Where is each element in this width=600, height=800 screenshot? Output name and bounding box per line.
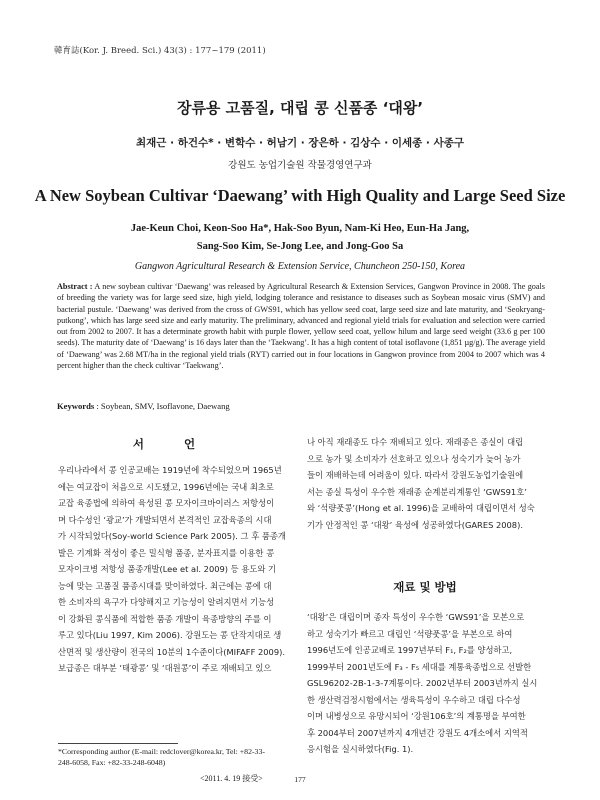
text-line: 후 2004부터 2007년까지 4개년간 강원도 4개소에서 지역적 — [307, 727, 528, 738]
text-line: 와 ‘석량풋콩’(Hong et al. 1996)을 교배하여 대립이면서 성숙 — [307, 503, 535, 513]
text-line: 으로 농가 및 소비자가 선호하고 있으나 성숙기가 늦어 농가 — [307, 453, 521, 464]
abstract — [57, 281, 545, 371]
text-line: 며 다수성인 ‘광교’가 개발되면서 본격적인 교잡육종의 시대 — [58, 514, 272, 525]
text-line: 교잡 육종법에 의하여 육성된 콩 모자이크바이러스 저항성이 — [58, 498, 275, 508]
english-authors-line-1: Jae-Keun Choi, Keon-Soo Ha*, Hak-Soo Byun, Nam-Ki Heo, Eun-Ha Jang, — [130, 223, 470, 234]
keywords-label: Keywords — [57, 401, 95, 411]
text-line: 이 강화된 콩식품에 적합한 품종 개발이 육종방향의 주를 이 — [58, 613, 272, 624]
text-line: GSL96202-2B-1-3-7계통이다. 2002년부터 2003년까지 실시 — [307, 678, 538, 688]
english-title: A New Soybean Cultivar ‘Daewang’ with High Quality and Large Seed Size — [34, 186, 566, 205]
text-line: 산면적 및 생산량이 전국의 10분의 1수준이다(MIFAFF 2009). — [58, 646, 285, 657]
methods-heading: 재료 및 방법 — [393, 580, 457, 594]
methods-body — [307, 609, 543, 758]
footnote-line-1: *Corresponding author (E-mail: redclover@korea.kr, Tel: +82-33- — [58, 747, 265, 756]
footnote-divider — [58, 743, 178, 744]
text-line: 에는 여교잡이 처음으로 시도됐고, 1996년에는 국내 최초로 — [58, 481, 274, 492]
intro-continued-body — [307, 434, 543, 533]
text-line: 들이 재배하는데 어려움이 있다. 따라서 강원도농업기술원에 — [307, 470, 524, 480]
text-line: 한 생산력검정시험에서는 생육특성이 우수하고 대립 다수성 — [307, 694, 521, 705]
english-affiliation: Gangwon Agricultural Research & Extension Service, Chuncheon 250-150, Korea — [134, 261, 466, 272]
text-line: 서는 종실 특성이 우수한 재래종 순계분리계통인 ‘GWS91호’ — [307, 486, 527, 497]
text-line: 하고 성숙기가 빠르고 대립인 ‘석량풋콩’을 부본으로 하여 — [307, 628, 513, 639]
text-line: 루고 있다(Liu 1997, Kim 2006). 강원도는 콩 단작지대로 생 — [58, 630, 282, 640]
text-line: 보급종은 대부분 ‘태광콩’ 및 ‘대원콩’이 주로 재배되고 있으 — [58, 663, 272, 673]
text-line: 응시험을 실시하였다(Fig. 1). — [307, 744, 414, 754]
intro-heading: 서 언 — [132, 437, 214, 451]
text-line: 능에 맞는 고품질 품종시대를 맞이하였다. 최근에는 콩에 대 — [58, 580, 272, 591]
text-line: ‘대왕’은 대립이며 종자 특성이 우수한 ‘GWS91’을 모본으로 — [307, 612, 525, 622]
corresponding-author-footnote — [58, 746, 294, 768]
keywords-text: : Soybean, SMV, Isoflavone, Daewang — [94, 401, 230, 411]
footnote-line-2: 248-6058, Fax: +82-33-248-6048) — [58, 758, 166, 767]
abstract-label: Abstract : — [57, 282, 93, 291]
text-line: 한 소비자의 욕구가 다양해지고 기능성이 알려지면서 기능성 — [58, 597, 275, 607]
journal-header: 韓育誌(Kor. J. Breed. Sci.) 43(3) : 177~179 (2011) — [54, 46, 266, 56]
text-line: 이며 내병성으로 유망시되어 ‘강원106호’의 계통명을 부여한 — [307, 711, 526, 721]
english-authors — [0, 220, 600, 256]
korean-affiliation: 강원도 농업기술원 작물경영연구과 — [228, 160, 372, 171]
abstract-text: A new soybean cultivar ‘Daewang’ was released by Agricultural Research & Extension Services, Gangwon Province in 2008. The goals of breeding the variety was for large seed size, high yield, lodging tolerance and resistance to diseases such as Soybean mosaic virus (SMV) and bacterial pustule. ‘Daewang’ was derived from the cross of GWS91, which has yellow seed coat, large seed size and late maturity, and ‘Seokryang-putkong’, which has large seed size and early maturity. The preliminary, advanced and regional yield trials for evaluation and selection were carried out from 2002 to 2007. It has a determinate growth habit with purple flower, yellow seed coat, yellow hilum and large seed weight (33.6 g per 100 seeds). The maturity date of ‘Daewang’ is 16 days later than the ‘Taekwang’. It has a high content of total isoflavone (1,851 µg/g). The average yield of ‘Daewang’ was 2.68 MT/ha in the regional yield trials (RYT) carried out in four locations in Gangwon province from 2004 to 2007 which was 4 percent higher than the check cultivar ‘Taekwang’. — [57, 282, 545, 371]
received-date: <2011. 4. 19 接受> — [200, 774, 263, 783]
english-authors-line-2: Sang-Soo Kim, Se-Jong Lee, and Jong-Goo Sa — [196, 241, 404, 252]
text-line: 가 시작되었다(Soy-world Science Park 2005). 그 후 품종개 — [58, 531, 286, 541]
text-line: 기가 안정적인 콩 ‘대왕’ 육성에 성공하였다(GARES 2008). — [307, 519, 523, 530]
page-number: 177 — [294, 775, 306, 784]
intro-body — [58, 462, 288, 677]
text-line: 모자이크병 저항성 품종개발(Lee et al. 2009) 등 용도와 기 — [58, 564, 277, 574]
korean-title: 장류용 고품질, 대립 콩 신품종 ‘대왕’ — [176, 99, 424, 117]
keywords — [57, 401, 230, 411]
text-line: 발은 기계화 적성이 좋은 밀식형 품종, 분자표지를 이용한 콩 — [58, 547, 275, 558]
korean-authors: 최재근 · 하건수* · 변학수 · 허남기 · 장은하 · 김상수 · 이세종 · 사종구 — [135, 137, 465, 149]
text-line: 1999부터 2001년도에 F₃ - F₅ 세대를 계통육종법으로 선발한 — [307, 661, 532, 672]
text-line: 우리나라에서 콩 인공교배는 1919년에 착수되었으며 1965년 — [58, 465, 282, 475]
text-line: 나 아직 재래종도 다수 재배되고 있다. 재래종은 종실이 대립 — [307, 437, 524, 447]
text-line: 1996년도에 인공교배로 1997년부터 F₁, F₂를 양성하고, — [307, 645, 513, 655]
